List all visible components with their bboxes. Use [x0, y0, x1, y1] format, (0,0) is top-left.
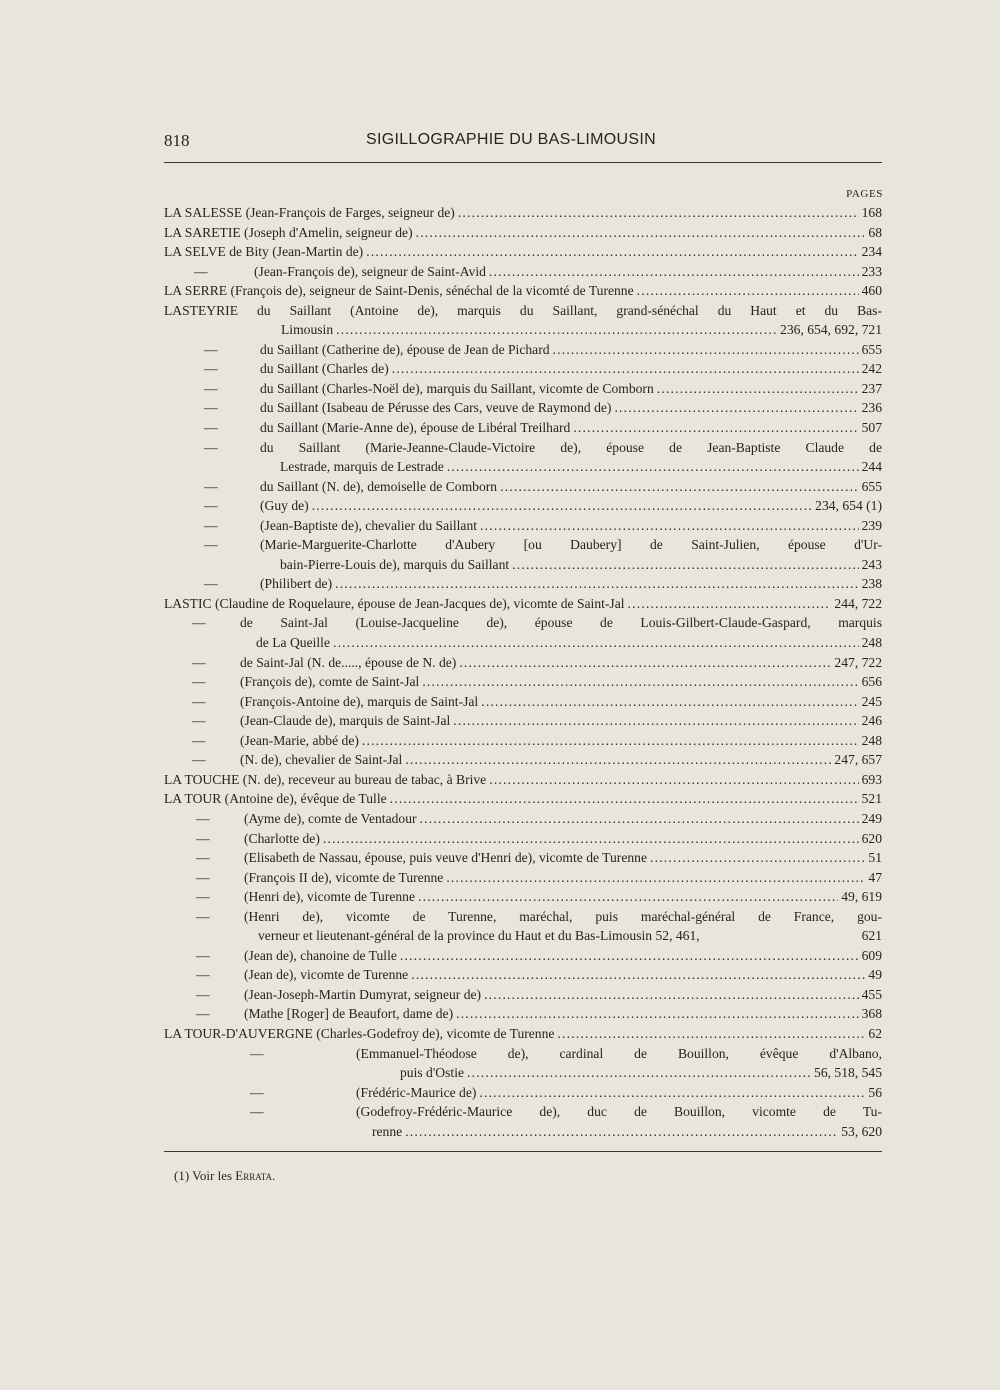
entry-pages: 49, 619 [841, 889, 882, 905]
ditto-dash: — [196, 810, 210, 826]
entry-pages: 236, 654, 692, 721 [780, 322, 882, 338]
entry-pages: 51 [868, 850, 882, 866]
entry-pages: 234 [861, 244, 882, 260]
entry-text: (N. de), chevalier de Saint-Jal [240, 752, 403, 768]
entry-text: LA TOUR-D'AUVERGNE (Charles-Godefroy de), vicomte de Turenne [164, 1025, 555, 1041]
dot-leader [657, 379, 859, 399]
dot-leader [411, 965, 865, 985]
ditto-dash: — [192, 693, 206, 709]
index-entry [164, 340, 882, 360]
entry-pages: 247, 722 [834, 654, 882, 670]
index-entry [164, 868, 882, 888]
dot-leader [479, 1083, 865, 1103]
index-entry [164, 672, 882, 692]
ditto-dash: — [204, 439, 218, 455]
entry-text: (Frédéric-Maurice de) [356, 1084, 477, 1100]
entry-text: (Henri de), vicomte de Turenne, maréchal, puis maréchal-général de France, gou- [244, 908, 882, 924]
index-entry [164, 633, 882, 653]
dot-leader [500, 477, 859, 497]
index-entry [164, 555, 882, 575]
dot-leader [335, 574, 859, 594]
footnote-end: . [272, 1168, 276, 1183]
header-rule [164, 162, 882, 163]
index-entry [164, 262, 882, 282]
dot-leader [484, 985, 859, 1005]
entry-text: renne [372, 1123, 403, 1139]
ditto-dash: — [204, 361, 218, 377]
ditto-dash: — [196, 1006, 210, 1022]
entry-text: (Jean de), vicomte de Turenne [244, 967, 409, 983]
dot-leader [336, 320, 777, 340]
entry-pages: 620 [861, 830, 882, 846]
running-title: SIGILLOGRAPHIE DU BAS-LIMOUSIN [366, 131, 656, 148]
entry-text: (Guy de) [260, 498, 309, 514]
entry-pages: 233 [861, 263, 882, 279]
dot-leader [447, 457, 859, 477]
entry-text: de Saint-Jal (N. de....., épouse de N. de) [240, 654, 457, 670]
dot-leader [392, 359, 859, 379]
ditto-dash: — [204, 478, 218, 494]
entry-pages: 693 [861, 771, 882, 787]
dot-leader [467, 1063, 811, 1083]
entry-text: (Jean-Marie, abbé de) [240, 732, 359, 748]
index-entry [164, 1004, 882, 1024]
dot-leader [637, 281, 859, 301]
index-entry [164, 418, 882, 438]
entry-pages: 246 [861, 713, 882, 729]
ditto-dash: — [192, 713, 206, 729]
dot-leader [614, 398, 858, 418]
index-entry [164, 887, 882, 907]
entry-text: (François de), comte de Saint-Jal [240, 674, 420, 690]
index-entry [164, 516, 882, 536]
dot-leader [573, 418, 858, 438]
entry-pages: 368 [861, 1006, 882, 1022]
page-number: 818 [164, 131, 190, 150]
dot-leader [489, 770, 858, 790]
dot-leader [422, 672, 858, 692]
entry-text: LA TOUCHE (N. de), receveur au bureau de tabac, à Brive [164, 771, 487, 787]
entry-text: LA SALESSE (Jean-François de Farges, seigneur de) [164, 205, 455, 220]
index-entry [164, 692, 882, 712]
ditto-dash: — [196, 869, 210, 885]
entry-text: (Elisabeth de Nassau, épouse, puis veuve d'Henri de), vicomte de Turenne [244, 850, 647, 866]
dot-leader [390, 789, 859, 809]
index-entry [164, 398, 882, 418]
entry-text: du Saillant (Charles-Noël de), marquis du Saillant, vicomte de Comborn [260, 380, 654, 396]
entry-text: (Jean de), chanoine de Tulle [244, 947, 397, 963]
footnote [174, 1168, 275, 1184]
entry-pages: 609 [861, 947, 882, 963]
index-entry [164, 320, 882, 340]
index-entry [164, 281, 882, 301]
dot-leader [323, 829, 859, 849]
index-entry [164, 535, 882, 555]
index-entry [164, 829, 882, 849]
index-entry [164, 926, 882, 946]
index-entry [164, 770, 882, 790]
entry-pages: 247, 657 [834, 752, 882, 768]
entry-text: Lestrade, marquis de Lestrade [280, 459, 444, 475]
entry-pages: 521 [861, 791, 882, 807]
ditto-dash: — [196, 830, 210, 846]
entry-pages: 655 [861, 341, 882, 357]
dot-leader [456, 1004, 859, 1024]
dot-leader [489, 262, 859, 282]
entry-text: LA SERRE (François de), seigneur de Saint-Denis, sénéchal de la vicomté de Turenne [164, 283, 634, 299]
dot-leader [446, 868, 865, 888]
entry-text: (Charlotte de) [244, 830, 320, 846]
entry-text: puis d'Ostie [400, 1065, 464, 1081]
ditto-dash: — [250, 1045, 264, 1061]
index-entry [164, 1024, 882, 1044]
entry-text: LA SELVE de Bity (Jean-Martin de) [164, 244, 364, 260]
entry-text: de La Queille [256, 635, 330, 651]
dot-leader [481, 692, 858, 712]
dot-leader [628, 594, 832, 614]
entry-pages: 238 [861, 576, 882, 592]
ditto-dash: — [250, 1104, 264, 1120]
entry-text: LASTIC (Claudine de Roquelaure, épouse de Jean-Jacques de), vicomte de Saint-Jal [164, 595, 625, 611]
index-entry [164, 1102, 882, 1122]
ditto-dash: — [204, 537, 218, 553]
footnote-errata: Errata [235, 1168, 273, 1183]
ditto-dash: — [196, 908, 210, 924]
ditto-dash: — [204, 420, 218, 436]
entry-pages: 244, 722 [834, 595, 882, 611]
entry-text: (Emmanuel-Théodose de), cardinal de Bouillon, évêque d'Albano, [356, 1045, 882, 1061]
ditto-dash: — [192, 615, 206, 631]
pages-column-label: PAGES [846, 188, 883, 200]
ditto-dash: — [192, 732, 206, 748]
index-entry [164, 1063, 882, 1083]
dot-leader [362, 731, 859, 751]
entry-text: (Jean-Baptiste de), chevalier du Saillant [260, 517, 478, 533]
index-entry [164, 613, 882, 633]
index-entry [164, 750, 882, 770]
entry-text: LA TOUR (Antoine de), évêque de Tulle [164, 791, 387, 807]
entry-pages: 248 [861, 635, 882, 651]
entry-pages: 655 [861, 478, 882, 494]
entry-text: (Godefroy-Frédéric-Maurice de), duc de Bouillon, vicomte de Tu- [356, 1104, 882, 1120]
entry-pages: 56, 518, 545 [814, 1065, 882, 1081]
entry-pages: 245 [861, 693, 882, 709]
entry-pages: 242 [861, 361, 882, 377]
entry-text: (Philibert de) [260, 576, 333, 592]
dot-leader [366, 242, 858, 262]
entry-text: du Saillant (Marie-Anne de), épouse de Libéral Treilhard [260, 420, 571, 436]
dot-leader [405, 750, 831, 770]
ditto-dash: — [204, 576, 218, 592]
entry-text: bain-Pierre-Louis de), marquis du Saillant [280, 556, 510, 572]
index-entry [164, 594, 882, 614]
index-entry [164, 731, 882, 751]
index-entry [164, 477, 882, 497]
entry-text: du Saillant (N. de), demoiselle de Comborn [260, 478, 498, 494]
ditto-dash: — [196, 986, 210, 1002]
entry-pages: 243 [861, 556, 882, 572]
ditto-dash: — [250, 1084, 264, 1100]
index-entry [164, 242, 882, 262]
entry-pages: 236 [861, 400, 882, 416]
index-entry [164, 711, 882, 731]
entry-text: (Jean-Claude de), marquis de Saint-Jal [240, 713, 451, 729]
entry-pages: 244 [861, 459, 882, 475]
index-entry [164, 789, 882, 809]
ditto-dash: — [192, 674, 206, 690]
entry-text: Limousin [281, 322, 334, 338]
dot-leader [458, 203, 859, 223]
index-entry [164, 1044, 882, 1064]
ditto-dash: — [196, 889, 210, 905]
entry-text: de Saint-Jal (Louise-Jacqueline de), épouse de Louis-Gilbert-Claude-Gaspard, marquis [240, 615, 882, 631]
index-entry [164, 457, 882, 477]
index-entry [164, 438, 882, 458]
entry-pages: 656 [861, 674, 882, 690]
index-entry [164, 496, 882, 516]
entry-text: (Marie-Marguerite-Charlotte d'Aubery [ou Daubery] de Saint-Julien, épouse d'Ur- [260, 537, 882, 553]
entry-text: (François-Antoine de), marquis de Saint-Jal [240, 693, 479, 709]
entry-text: (Ayme de), comte de Ventadour [244, 810, 417, 826]
entry-pages: 68 [868, 224, 882, 240]
entry-pages: 460 [861, 283, 882, 299]
index-entry [164, 965, 882, 985]
dot-leader [650, 848, 865, 868]
index-entry [164, 848, 882, 868]
index-entry [164, 379, 882, 399]
index-entry [164, 203, 882, 223]
index-entry [164, 653, 882, 673]
dot-leader [512, 555, 858, 575]
page-header [164, 131, 880, 155]
ditto-dash: — [196, 850, 210, 866]
entry-text: du Saillant (Catherine de), épouse de Jean de Pichard [260, 341, 550, 357]
dot-leader [312, 496, 812, 516]
ditto-dash: — [192, 654, 206, 670]
entry-pages: 53, 620 [841, 1123, 882, 1139]
entry-pages: 168 [861, 205, 882, 220]
entry-text: (Jean-François de), seigneur de Saint-Avid [254, 263, 486, 279]
dot-leader [400, 946, 859, 966]
entry-text: verneur et lieutenant-général de la province du Haut et du Bas-Limousin 52, 461, [258, 928, 700, 944]
entry-text: du Saillant (Marie-Jeanne-Claude-Victoire de), épouse de Jean-Baptiste Claude de [260, 439, 882, 455]
entry-text: (Henri de), vicomte de Turenne [244, 889, 416, 905]
ditto-dash: — [204, 380, 218, 396]
dot-leader [453, 711, 858, 731]
ditto-dash: — [196, 967, 210, 983]
dot-leader [459, 653, 831, 673]
entry-pages: 239 [861, 517, 882, 533]
index-entry [164, 301, 882, 321]
ditto-dash: — [204, 517, 218, 533]
dot-leader [333, 633, 859, 653]
entry-pages: 237 [861, 380, 882, 396]
index-entry [164, 359, 882, 379]
index-entry [164, 809, 882, 829]
index-entries [164, 203, 882, 1141]
index-entry [164, 907, 882, 927]
entry-pages: 455 [861, 986, 882, 1002]
entry-text: (Jean-Joseph-Martin Dumyrat, seigneur de) [244, 986, 482, 1002]
ditto-dash: — [194, 263, 208, 279]
entry-text: du Saillant (Charles de) [260, 361, 389, 377]
entry-text: LASTEYRIE du Saillant (Antoine de), marquis du Saillant, grand-sénéchal du Haut et du Bas- [164, 302, 882, 318]
dot-leader [553, 340, 859, 360]
ditto-dash: — [196, 947, 210, 963]
index-entry [164, 1083, 882, 1103]
entry-text: du Saillant (Isabeau de Pérusse des Cars, veuve de Raymond de) [260, 400, 612, 416]
entry-pages: 234, 654 (1) [815, 498, 882, 514]
entry-pages: 507 [861, 420, 882, 436]
dot-leader [405, 1122, 838, 1142]
entry-pages: 621 [861, 928, 882, 944]
index-entry [164, 1122, 882, 1142]
index-entry [164, 574, 882, 594]
entry-text: (Mathe [Roger] de Beaufort, dame de) [244, 1006, 454, 1022]
ditto-dash: — [192, 752, 206, 768]
dot-leader [418, 887, 838, 907]
dot-leader [480, 516, 859, 536]
entry-pages: 56 [868, 1084, 882, 1100]
entry-text: LA SARETIE (Joseph d'Amelin, seigneur de) [164, 224, 413, 240]
footnote-text: (1) Voir les [174, 1168, 236, 1183]
entry-pages: 49 [868, 967, 882, 983]
entry-pages: 47 [868, 869, 882, 885]
index-entry [164, 946, 882, 966]
entry-text: (François II de), vicomte de Turenne [244, 869, 444, 885]
dot-leader [557, 1024, 865, 1044]
ditto-dash: — [204, 400, 218, 416]
ditto-dash: — [204, 341, 218, 357]
footnote-rule [164, 1151, 882, 1152]
entry-pages: 249 [861, 810, 882, 826]
index-entry [164, 223, 882, 243]
dot-leader [420, 809, 859, 829]
ditto-dash: — [204, 498, 218, 514]
dot-leader [416, 223, 866, 243]
index-entry [164, 985, 882, 1005]
entry-pages: 62 [868, 1025, 882, 1041]
entry-pages: 248 [861, 732, 882, 748]
